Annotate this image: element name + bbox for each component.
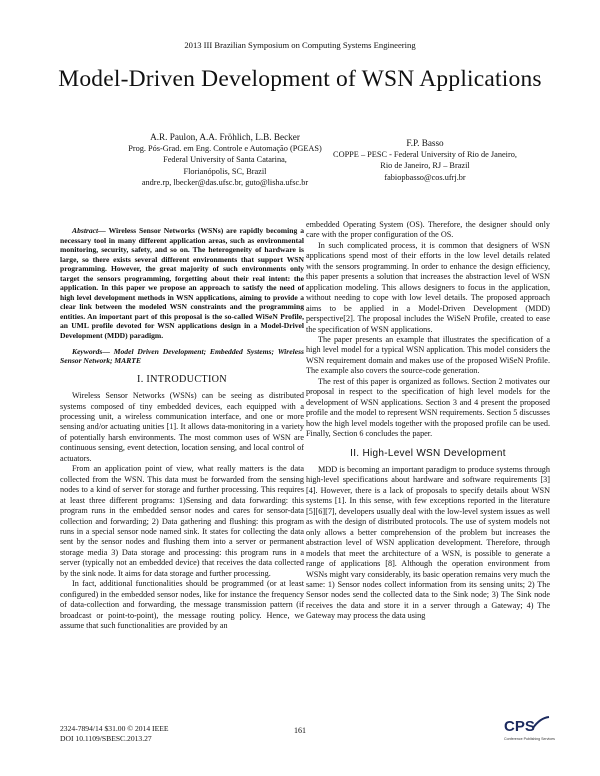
author-email: fabiopbasso@cos.ufrj.br — [384, 172, 466, 182]
conference-header: 2013 III Brazilian Symposium on Computing Systems Engineering — [184, 40, 416, 50]
logo-swoosh-icon — [532, 716, 550, 730]
paragraph: The rest of this paper is organized as follows. Section 2 motivates our proposal in respect to the specification of high level models for the development of WSN applications. Section 3 and 4 present the proposed profile and the model to represent WSN requirements. Section 5 discusses how the high level models together with the proposed profile can be used. Finally, Section 6 concludes the paper. — [306, 376, 550, 439]
paper-title: Model-Driven Development of WSN Applications — [58, 66, 542, 92]
section-heading-introduction: I. INTRODUCTION — [137, 373, 227, 385]
right-column — [306, 220, 550, 622]
paragraph: In fact, additional functionalities should be programmed (or at least configured) in the embedded sensor nodes, like for instance the frequency of data-collection and forwarding, the message transmission pattern (if broadcast or point-to-point), the message routing policy. Hence, we assume that such functionalities are provided by an — [60, 579, 304, 631]
paragraph: From an application point of view, what really matters is the data collected from the WSN. This data must be forwarded from the sensing nodes to a kind of server for storage and further processing. This requires at least three different programs: 1)Sensing and data forwarding: this program runs in the embedded sensor nodes and cares for sensor-data collection and forwarding; 2) Data gathering and flushing: this program runs in a special sensor node named sink. It states for collecting the data sent by the sensor nodes and flushing them into a server or permanent storage media 3) Data storage and processing: this program runs in a server (typically not an embedded device) that receives the data collected by the sink node. It aims for data storage and further processing. — [60, 464, 304, 578]
left-column — [60, 226, 304, 632]
copyright-line: 2324-7894/14 $31.00 © 2014 IEEE — [60, 724, 169, 733]
paragraph: The paper presents an example that illustrates the specification of a high level model for a typical WSN application. This model considers the WSN requirement domain and makes use of the proposed WiSeN Profile. The example also covers the source-code generation. — [306, 334, 550, 376]
affiliation-line: Federal University of Santa Catarina, — [163, 155, 287, 165]
cps-logo-text: CPS — [504, 718, 535, 735]
page-number: 161 — [294, 726, 306, 735]
affiliation-line: Florianópolis, SC, Brazil — [183, 166, 267, 176]
paragraph: In such complicated process, it is common that designers of WSN applications spend most of their efforts in the low level details related with the sensors programming. In order to enhance the design efficiency, this paper presents a solution that increases the abstraction level of WSN application modeling. This allows designers to focus in the application, without needing to cope with low level details. The proposed approach aims to be applied in a Model-Driven Development (MDD) perspective[2]. The proposal includes the WiSeN Profile, created to ease the specification of WSN applications. — [306, 240, 550, 334]
paragraph: MDD is becoming an important paradigm to produce systems through high-level specifications about hardware and software requirements [3][4]. However, there is a lack of proposals to specify details about WSN systems [1]. In this sense, with few exceptions reported in the literature [5][6][7], developers usually deal with the low-level system issues as well as with the design of distributed protocols. The use of system models not only allows a better comprehension of the problem but increases the abstraction level of WSN application development. Therefore, through models that meet the architecture of a WSN, is possible to generate a range of applications [8]. Although the operation environment from WSNs might vary considerably, its basic operation remains very much the same: 1) Sensor nodes collect information from its sensing units; 2) The Sensor nodes send the collected data to the Sink node; 3) The Sink node receives the data and store it in a server through a Gateway; 4) The Gateway may process the data using — [306, 464, 550, 621]
paragraph: embedded Operating System (OS). Therefore, the designer should only care with the proper configuration of the OS. — [306, 220, 550, 240]
author-names: F.P. Basso — [406, 138, 444, 148]
abstract-label: Abstract— — [72, 226, 106, 235]
cps-logo-tagline: Conference Publishing Services — [504, 737, 555, 741]
cps-logo — [504, 718, 555, 748]
doi-line: DOI 10.1109/SBESC.2013.27 — [60, 733, 152, 743]
author-block-2 — [300, 138, 550, 183]
abstract-text: Wireless Sensor Networks (WSNs) are rapidly becoming a necessary tool in many different application areas, such as environmental monitoring, security, safety, and so on. The heterogeneity of hardware is large, so there exists several different environments that support WSN programming. However, the great majority of such environments only target the sensors programming, forgetting about their real intent: the application. In this paper we propose an approach to satisfy the need of high level development methods in WSN applications, aiming to provide a clear link between the modeled WSN constraints and the programming entities. An important part of this proposal is the so-called WiSeN Profile, an UML profile devoted for WSN applications design in a Model-Drivel Development (MDD) paradigm. — [60, 226, 304, 341]
author-block-1 — [120, 132, 330, 188]
author-names: A.R. Paulon, A.A. Fröhlich, L.B. Becker — [150, 132, 300, 142]
paragraph: Wireless Sensor Networks (WSNs) can be seeing as distributed systems composed of tiny embedded devices, each equipped with a processing unit, a wireless communication interface, and one or more sensing and/or actuating unities [1]. It allows data-monitoring in a variety of potentially harsh environments. The most common uses of WSN are continuous sensing, event detection, location sensing, and local control of actuators. — [60, 391, 304, 463]
affiliation-line: Rio de Janeiro, RJ – Brazil — [380, 161, 470, 171]
affiliation-line: COPPE – PESC - Federal University of Rio de Janeiro, — [333, 150, 517, 160]
section-heading-high-level: II. High-Level WSN Development — [350, 447, 506, 459]
author-email: andre.rp, lbecker@das.ufsc.br, guto@lisha.ufsc.br — [141, 177, 309, 187]
keywords: Keywords— Model Driven Development; Embedded Systems; Wireless Sensor Network; MARTE — [60, 346, 304, 366]
abstract — [60, 226, 304, 341]
affiliation-line: Prog. Pós-Grad. em Eng. Controle e Automação (PGEAS) — [128, 144, 322, 154]
